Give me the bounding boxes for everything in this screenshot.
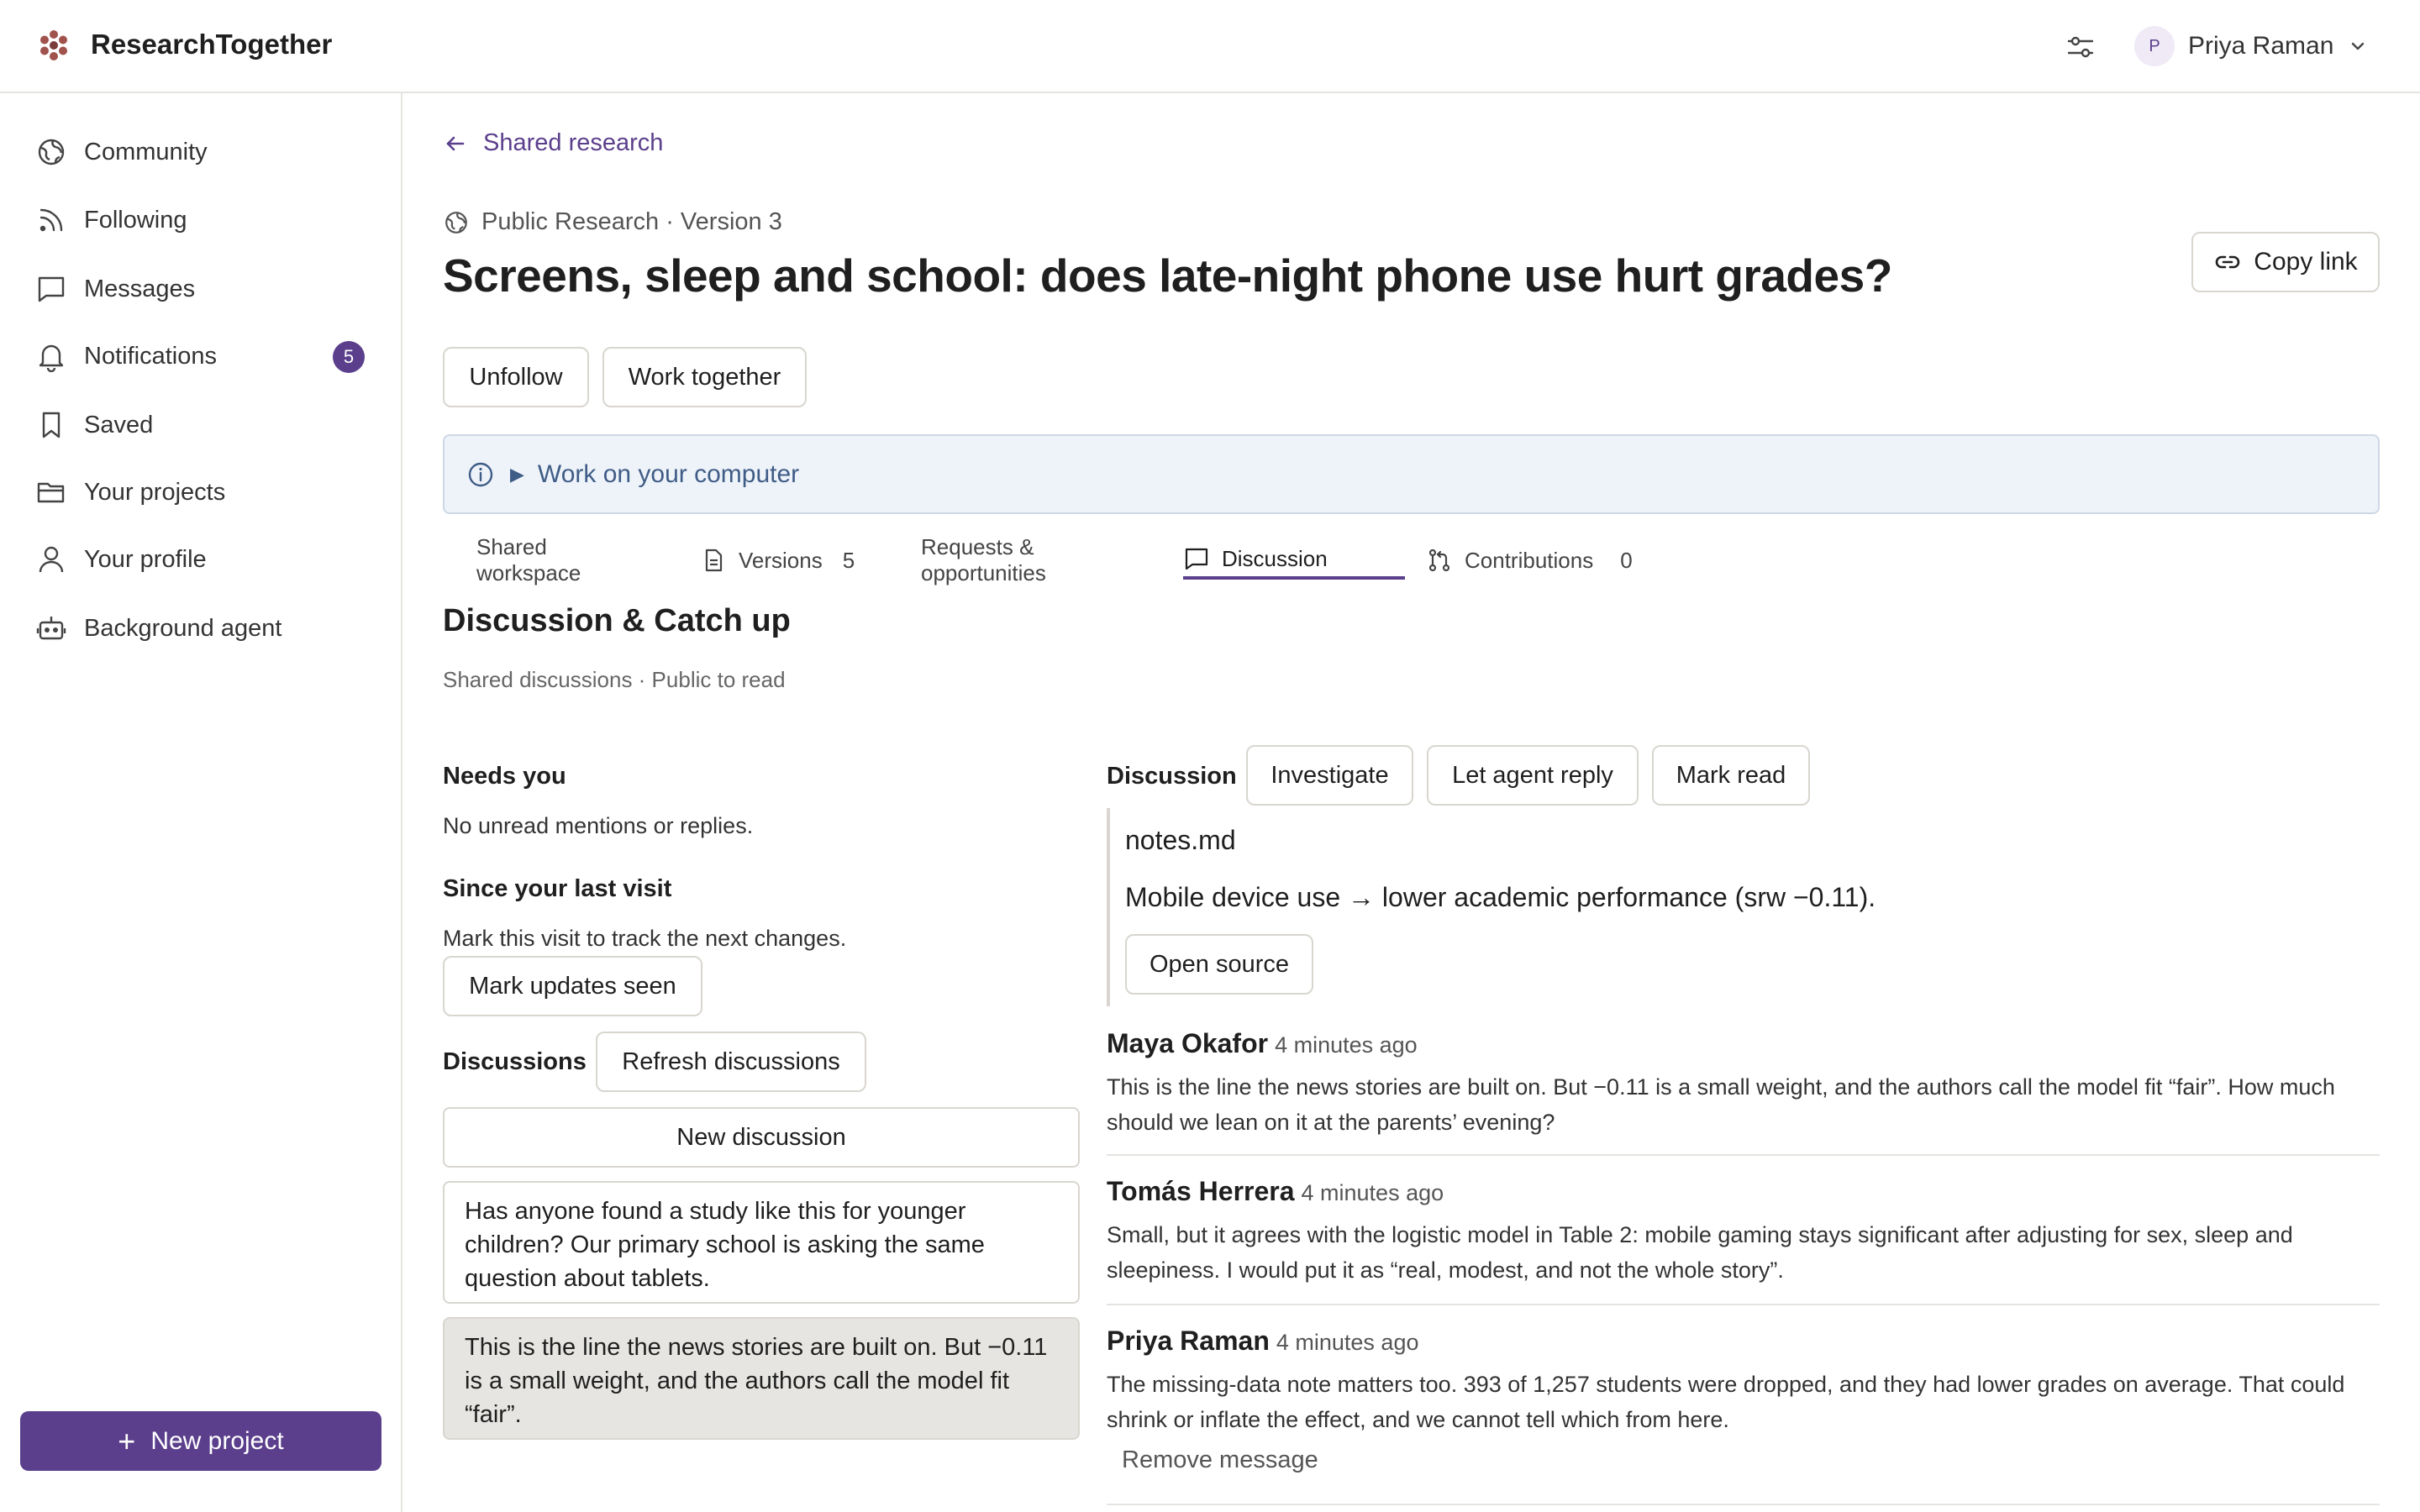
sidebar-item-community[interactable] — [35, 127, 371, 177]
section-title: Discussion & Catch up — [443, 603, 791, 638]
notification-count-badge: 5 — [333, 341, 365, 373]
avatar: P — [2134, 26, 2175, 66]
sidebar-item-label: Your profile — [84, 545, 207, 573]
settings-sliders-icon[interactable] — [2065, 32, 2096, 62]
tab-label: Versions — [739, 547, 823, 573]
source-quote-text: Mobile device use → lower academic performance (srw −0.11). — [1125, 882, 1876, 912]
sidebar — [0, 93, 402, 1512]
message-time: 4 minutes ago — [1276, 1330, 1419, 1355]
sidebar-item-label: Background agent — [84, 614, 282, 642]
bell-icon — [35, 340, 67, 372]
sidebar-item-label: Your projects — [84, 478, 226, 506]
work-together-button[interactable]: Work together — [602, 347, 807, 407]
globe-icon — [35, 136, 67, 168]
user-menu[interactable] — [2134, 25, 2367, 67]
sidebar-item-label: Notifications — [84, 342, 217, 370]
sidebar-item-label: Saved — [84, 411, 154, 438]
sidebar-item-following[interactable] — [35, 195, 371, 245]
since-visit-text: Mark this visit to track the next changes. — [443, 926, 847, 951]
mark-read-button[interactable]: Mark read — [1652, 745, 1810, 806]
tab-contributions[interactable] — [1426, 541, 1633, 580]
bookmark-icon — [35, 409, 67, 441]
open-source-button[interactable]: Open source — [1125, 934, 1313, 995]
investigate-button[interactable]: Investigate — [1246, 745, 1413, 806]
since-visit-heading: Since your last visit — [443, 875, 672, 902]
remove-message-button[interactable]: Remove message — [1122, 1446, 1318, 1473]
new-discussion-button[interactable]: New discussion — [443, 1107, 1080, 1168]
top-bar — [0, 0, 2420, 93]
message-author[interactable]: Maya Okafor — [1107, 1028, 1269, 1058]
section-subtitle: Shared discussions · Public to read — [443, 667, 786, 692]
brand-name[interactable]: ResearchTogether — [91, 29, 333, 60]
needs-you-text: No unread mentions or replies. — [443, 813, 754, 838]
message-time: 4 minutes ago — [1301, 1180, 1444, 1205]
tab-discussion[interactable] — [1183, 541, 1405, 580]
user-name: Priya Raman — [2188, 32, 2334, 60]
refresh-discussions-button[interactable]: Refresh discussions — [596, 1032, 866, 1092]
back-link-label: Shared research — [483, 129, 664, 156]
document-icon — [700, 547, 727, 574]
message-body: This is the line the news stories are built on. But −0.11 is a small weight, and the authors call the model fit “fair”. How much should we lean on it at the parents’ evening? — [1107, 1074, 2335, 1135]
message-item — [1107, 1176, 2380, 1288]
needs-you-heading: Needs you — [443, 763, 566, 790]
message-author[interactable]: Priya Raman — [1107, 1326, 1270, 1356]
source-quote — [1107, 808, 2031, 1006]
arrow-left-icon — [443, 131, 468, 156]
message-icon — [35, 273, 67, 305]
sidebar-item-saved[interactable] — [35, 400, 371, 450]
tab-label: Shared workspace — [476, 534, 581, 585]
divider — [1107, 1504, 2380, 1505]
triangle-right-icon: ▶ — [510, 463, 524, 485]
feed-icon — [35, 204, 67, 236]
discussions-heading: Discussions — [443, 1048, 587, 1075]
tab-label: Discussion — [1222, 545, 1328, 571]
tab-versions[interactable] — [700, 541, 855, 580]
source-file-name: notes.md — [1125, 825, 1236, 855]
plus-icon: + — [118, 1423, 136, 1458]
divider — [1107, 1304, 2380, 1305]
message-item — [1107, 1326, 2380, 1437]
sidebar-item-label: Messages — [84, 275, 196, 302]
sidebar-item-your-projects[interactable] — [35, 467, 371, 517]
project-meta — [443, 208, 782, 236]
new-project-label: New project — [150, 1426, 284, 1455]
message-item — [1107, 1028, 2380, 1140]
discussion-heading: Discussion — [1107, 763, 1237, 790]
discussion-thread-item[interactable]: Has anyone found a study like this for younger children? Our primary school is asking the same question about tablets. — [443, 1181, 1080, 1304]
message-body: Small, but it agrees with the logistic model in Table 2: mobile gaming stays significant after adjusting for sex, sleep and sleepiness. I would put it as “real, modest, and not the whole story”. — [1107, 1222, 2293, 1283]
divider — [1107, 1154, 2380, 1156]
sidebar-item-background-agent[interactable] — [35, 603, 371, 654]
logo-icon[interactable] — [35, 27, 72, 64]
person-icon — [35, 543, 67, 575]
info-label: Work on your computer — [537, 459, 800, 488]
tab-label: Contributions — [1465, 547, 1594, 573]
sidebar-item-notifications[interactable] — [35, 331, 371, 381]
sidebar-item-label: Community — [84, 138, 208, 165]
message-icon — [1183, 545, 1210, 572]
mark-updates-seen-button[interactable]: Mark updates seen — [443, 956, 702, 1016]
discussion-thread-item-selected[interactable]: This is the line the news stories are built on. But −0.11 is a small weight, and the authors call the model fit “fair”. — [443, 1317, 1080, 1440]
tab-requests[interactable] — [921, 534, 1046, 585]
let-agent-reply-button[interactable]: Let agent reply — [1427, 745, 1639, 806]
contributions-count: 0 — [1620, 547, 1633, 573]
copy-link-label: Copy link — [2254, 248, 2358, 276]
work-on-computer-disclosure[interactable] — [443, 434, 2380, 514]
unfollow-button[interactable]: Unfollow — [443, 347, 589, 407]
versions-count: 5 — [842, 547, 855, 573]
pull-request-icon — [1426, 547, 1453, 574]
info-icon — [466, 460, 495, 489]
globe-icon — [443, 209, 470, 236]
project-meta-text: Public Research · Version 3 — [481, 208, 782, 235]
page-title: Screens, sleep and school: does late-night phone use hurt grades? — [443, 249, 1892, 302]
link-icon — [2213, 248, 2242, 276]
message-time: 4 minutes ago — [1275, 1032, 1418, 1058]
message-body: The missing-data note matters too. 393 of 1,257 students were dropped, and they had lower grades on average. That could shrink or inflate the effect, and we cannot tell which from here. — [1107, 1372, 2345, 1432]
tab-shared-workspace[interactable] — [476, 534, 581, 585]
copy-link-button[interactable] — [2191, 232, 2380, 292]
robot-icon — [35, 612, 67, 644]
chevron-down-icon — [2349, 37, 2367, 55]
tab-label: Requests & opportunities — [921, 534, 1046, 585]
folder-icon — [35, 476, 67, 508]
sidebar-item-your-profile[interactable] — [35, 534, 371, 585]
message-author[interactable]: Tomás Herrera — [1107, 1176, 1295, 1206]
sidebar-item-label: Following — [84, 206, 187, 234]
back-link[interactable] — [443, 129, 663, 157]
new-project-button[interactable] — [20, 1411, 381, 1471]
sidebar-item-messages[interactable] — [35, 264, 371, 314]
